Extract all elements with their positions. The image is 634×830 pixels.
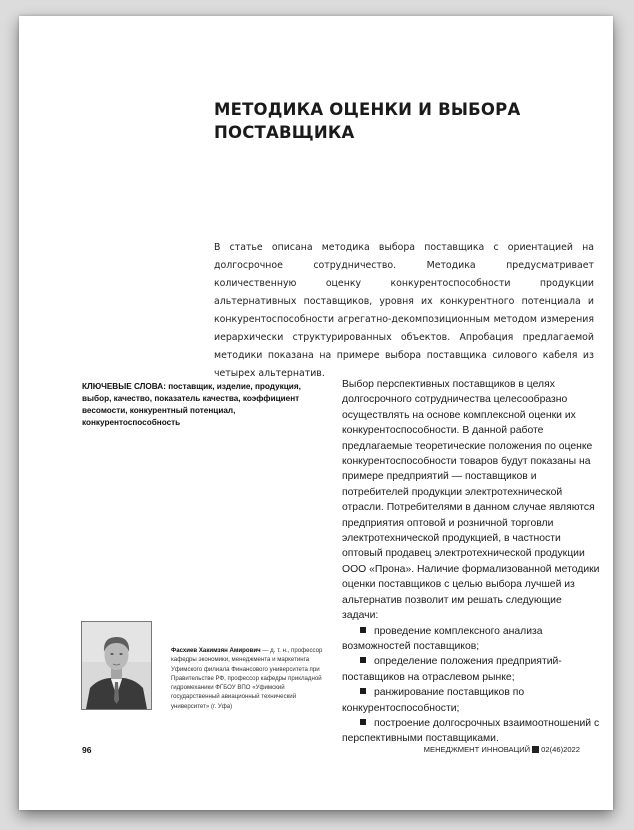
- author-name: Фасхиев Хакимзян Амирович: [171, 647, 261, 654]
- list-item-text: ранжирование поставщиков по конкурентоспособности;: [342, 687, 525, 714]
- author-portrait-icon: [82, 622, 151, 709]
- list-item-text: построение долгосрочных взаимоотношений с перспективными поставщиками.: [342, 717, 600, 745]
- body-paragraph: Выбор перспективных поставщиков в целях долгосрочного сотрудничества целесообразно осуществлять на основе комплексной оценки их конкурентоспособности. В данной работе предлагаемые теоретические положения по оценке конкурентоспособности товаров будут показаны на примере предприятий — поставщиков и потребителей продукции электротехнической отрасли. Потребителями в данном случае являются предприятия оптовой и розничной торговли электротехнической продукцией, в частности оптовый продавец электротехнической продукции ООО «Прона». Наличие формализованной методики оценки поставщиков с целью выбора лучшей из альтернатив позволит им решать следующие задачи:: [342, 379, 600, 622]
- author-details: — д. т. н., профессор кафедры экономики, менеджмента и маркетинга Уфимского филиала Финансового университета при Правительстве РФ, профессор кафедры прикладной гидромеханики ФГБОУ ВПО «Уфимский государственный авиационный технический университет» (г. Уфа): [171, 647, 323, 710]
- square-bullet-icon: [360, 719, 366, 725]
- article-abstract: В статье описана методика выбора поставщика с ориентацией на долгосрочное сотрудничество. Методика предусматривает количественную оценку конкурентоспособности продукции альтернативных поставщиков, уровня их конкурентного потенциала и конкурентоспособности агрегатно-декомпозиционным методом измерения иерархически структурированных объектов. Апробация предлагаемой методики показана на примере выбора поставщика силового кабеля из четырех альтернатив.: [214, 242, 594, 379]
- journal-footer: [424, 745, 580, 754]
- page-number: 96: [82, 745, 92, 755]
- tasks-list: [342, 624, 600, 747]
- keywords-label: КЛЮЧЕВЫЕ СЛОВА:: [82, 382, 166, 391]
- list-item-text: проведение комплексного анализа возможностей поставщиков;: [342, 625, 543, 652]
- author-photo: [81, 621, 152, 710]
- list-item: [342, 654, 600, 685]
- list-item: [342, 685, 600, 716]
- square-bullet-icon: [360, 688, 366, 694]
- square-bullet-icon: [360, 657, 366, 663]
- square-separator-icon: [532, 746, 539, 753]
- list-item: [342, 716, 600, 747]
- article-body: [342, 377, 600, 747]
- article-title: МЕТОДИКА ОЦЕНКИ И ВЫБОРА ПОСТАВЩИКА: [214, 100, 521, 142]
- keywords-block: [82, 381, 322, 429]
- journal-name: МЕНЕДЖМЕНТ ИННОВАЦИЙ: [423, 745, 531, 754]
- list-item: [342, 624, 600, 655]
- list-item-text: определение положения предприятий-поставщиков на отраслевом рынке;: [342, 656, 562, 683]
- keywords-text: поставщик, изделие, продукция, выбор, качество, показатель качества, коэффициент весомости, конкурентный потенциал, конкурентоспособность: [82, 382, 301, 427]
- square-bullet-icon: [360, 627, 366, 633]
- author-info: [171, 646, 331, 711]
- journal-page: [19, 16, 613, 810]
- journal-issue: 02(46)2022: [541, 745, 580, 754]
